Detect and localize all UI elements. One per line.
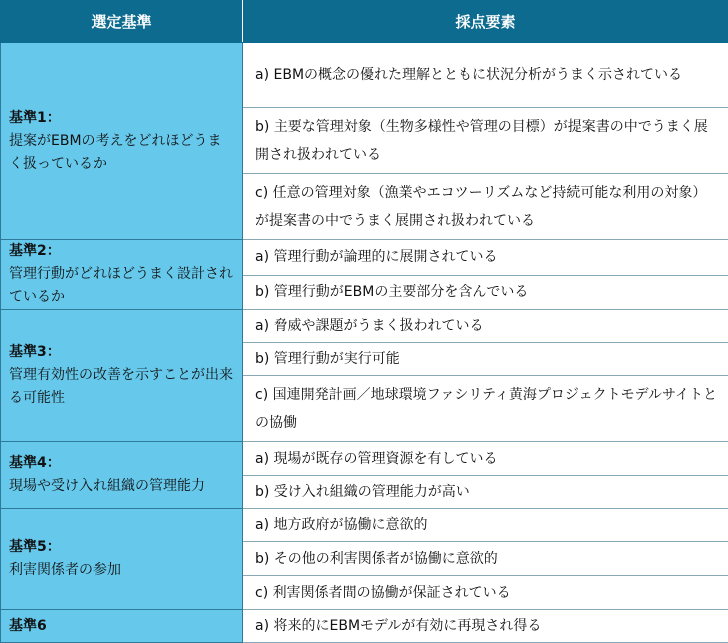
- criterion-desc: 利害関係者の参加: [9, 559, 234, 582]
- point-cell: c) 利害関係者間の協働が保証されている: [243, 576, 728, 610]
- table-row: [1, 240, 728, 276]
- point-cell: a) 管理行動が論理的に展開されている: [243, 240, 728, 276]
- criterion-title: 基準1：: [9, 107, 234, 130]
- header-points: 採点要素: [243, 1, 728, 43]
- criterion-cell: [1, 43, 243, 240]
- criterion-cell: [1, 310, 243, 442]
- criterion-title: 基準5：: [9, 536, 234, 559]
- point-cell: b) 主要な管理対象（生物多様性や管理の目標）が提案書の中でうまく展開され扱われている: [243, 108, 728, 174]
- criterion-cell: [1, 509, 243, 610]
- point-cell: b) 管理行動が実行可能: [243, 343, 728, 376]
- criterion-title: 基準4：: [9, 452, 234, 475]
- point-cell: b) その他の利害関係者が協働に意欲的: [243, 542, 728, 576]
- criterion-title: 基準6: [9, 615, 234, 638]
- point-cell: a) 脅威や課題がうまく扱われている: [243, 310, 728, 343]
- point-cell: a) 地方政府が協働に意欲的: [243, 509, 728, 542]
- header-criteria: 選定基準: [1, 1, 243, 43]
- header-row: [1, 1, 728, 43]
- point-cell: b) 管理行動がEBMの主要部分を含んでいる: [243, 275, 728, 309]
- table-row: [1, 509, 728, 542]
- table-row: [1, 442, 728, 476]
- criterion-desc: 現場や受け入れ組織の管理能力: [9, 475, 234, 498]
- table-row: [1, 43, 728, 108]
- table-row: [1, 610, 728, 643]
- point-cell: a) 将来的にEBMモデルが有効に再現され得る: [243, 610, 728, 643]
- criterion-cell: [1, 240, 243, 310]
- table-row: [1, 310, 728, 343]
- criterion-desc: 提案がEBMの考えをどれほどうまく扱っているか: [9, 130, 234, 176]
- point-cell: c) 国連開発計画／地球環境ファシリティ黄海プロジェクトモデルサイトとの協働: [243, 376, 728, 442]
- criterion-title: 基準2：: [9, 240, 234, 263]
- criterion-title: 基準3：: [9, 341, 234, 364]
- criterion-desc: 管理行動がどれほどうまく設計されているか: [9, 263, 234, 309]
- criterion-desc: 管理有効性の改善を示すことが出来る可能性: [9, 364, 234, 410]
- point-cell: a) EBMの概念の優れた理解とともに状況分析がうまく示されている: [243, 43, 728, 108]
- point-cell: a) 現場が既存の管理資源を有している: [243, 442, 728, 476]
- criterion-cell: [1, 442, 243, 509]
- criterion-cell: [1, 610, 243, 643]
- point-cell: b) 受け入れ組織の管理能力が高い: [243, 476, 728, 509]
- point-cell: c) 任意の管理対象（漁業やエコツーリズムなど持続可能な利用の対象）が提案書の中でうまく展開され扱われている: [243, 174, 728, 240]
